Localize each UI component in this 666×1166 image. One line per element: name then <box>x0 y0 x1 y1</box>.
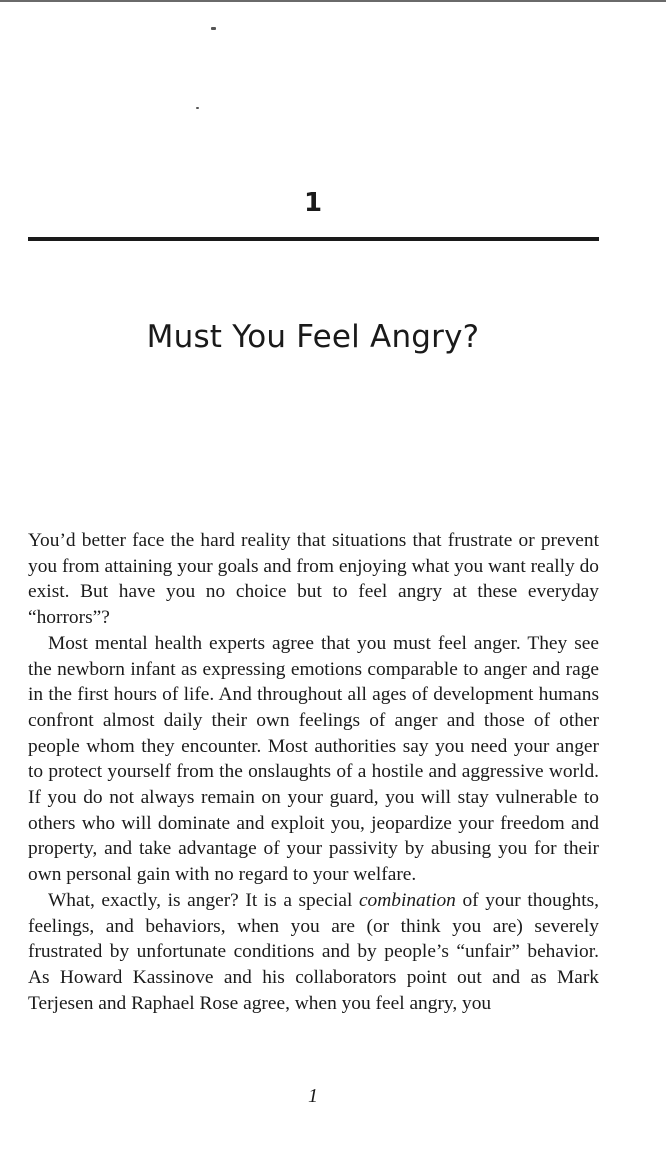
paragraph: You’d better face the hard reality that situations that frustrate or prevent you from attaining your goals and from enjoying what you want really do exist. But have you no choice but to feel angry at these everyday “horrors”? <box>28 530 599 629</box>
paragraph-text: of your thoughts, feelings, and behaviors, when you are (or think you are) severely frustrated by unfortunate conditions and by people’s “unfair” behavior. As Howard Kassinove and his collaborators point out and as Mark Terjesen and Raphael Rose agree, when you feel angry, you <box>28 889 599 1014</box>
chapter-number: 1 <box>303 188 323 218</box>
page-number: 1 <box>308 1085 318 1107</box>
paragraph <box>28 888 599 1017</box>
emphasis-text: combination <box>358 889 456 911</box>
page-top-edge <box>0 0 666 2</box>
chapter-rule <box>28 237 599 241</box>
paragraph-text: What, exactly, is anger? It is a special <box>48 889 359 911</box>
chapter-title: Must You Feel Angry? <box>146 318 480 355</box>
print-speck <box>211 27 216 30</box>
body-text <box>28 528 599 1016</box>
paragraph: Most mental health experts agree that you must feel anger. They see the newborn infant as expressing emotions comparable to anger and rage in the first hours of life. And throughout all ages of development humans confront almost daily their own feelings of anger and those of other people whom they encounter. Most authorities say you need your anger to protect yourself from the onslaughts of a hostile and aggressive world. If you do not always remain on your guard, you will stay vulnerable to others who will dominate and exploit you, jeopardize your freedom and property, and take advantage of your passivity by abusing you for their own personal gain with no regard to your welfare. <box>28 632 599 886</box>
print-speck <box>196 107 199 109</box>
